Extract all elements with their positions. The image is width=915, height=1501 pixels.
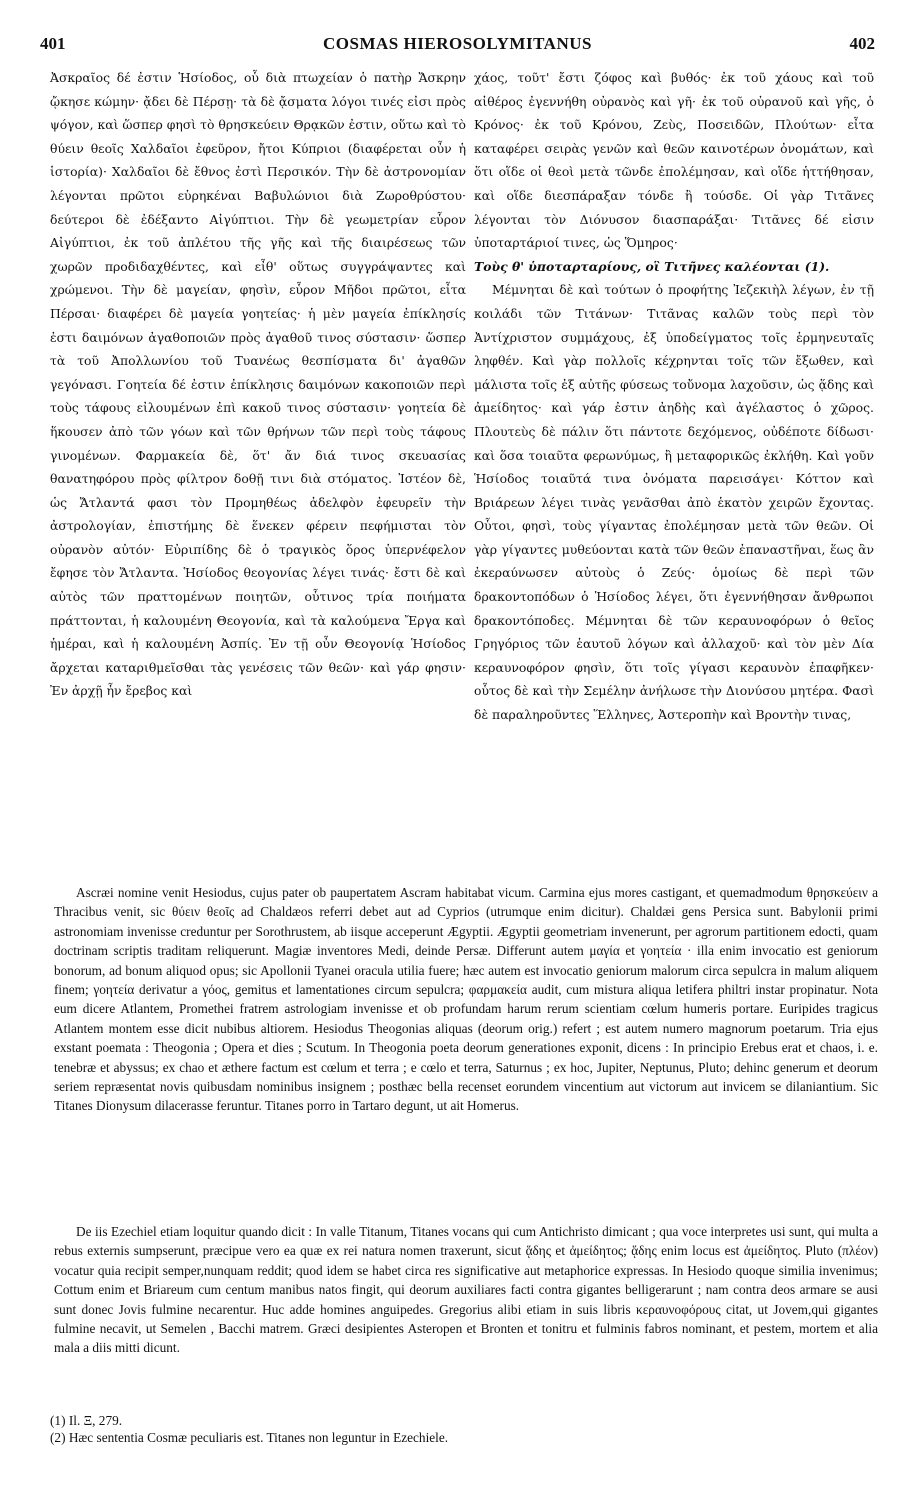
footnote-2: (2) Hæc sententia Cosmæ peculiaris est. Titanes non leguntur in Ezechiele.: [50, 1430, 449, 1445]
homer-verse-quote: Τοὺς θ' ὑποταρταρίους, οἳ Τιτῆνες καλέονται (1).: [474, 258, 830, 274]
latin-translation-block-2: [54, 1222, 878, 1358]
running-header: [40, 34, 875, 58]
page-number-right: 402: [849, 34, 875, 53]
greek-paragraph-ezechiel: Μέμνηται δὲ καὶ τούτων ὁ προφήτης Ἰεζεκιὴλ λέγων, ἐν τῇ κοιλάδι τῶν Τιτάνων· Τιτᾶνας καλῶν τοὺς περὶ τὸν Ἀντίχριστον συμμάχους, ἐξ ὑποδείγματος τοῖς ἑρμηνευταῖς ληφθέν. Καὶ γὰρ πολλοῖς κέχρηνται τοῖς τῶν ἔξωθεν, καὶ μάλιστα τοῖς ἐξ αὐτῆς φύσεως τοὔνομα λαχοῦσιν, ὡς ᾅδης καὶ ἀμείδητος· καὶ γάρ ἐστιν ἀηδὴς καὶ ἀγέλαστος ὁ χῶρος. Πλουτεὺς δὲ πάλιν ὅτι πάντοτε δεχόμενος, οὐδέποτε δίδωσι· καὶ ὅσα τοιαῦτα φερωνύμως, ἢ μεταφορικῶς ἐκλήθη. Καὶ γοῦν Ἡσίοδος τοιαῦτά τινα ὀνόματα παρεισάγει· Κόττον καὶ Βριάρεων λέγει τινὰς γενᾶσθαι ἀπὸ ἑκατὸν χειρῶν ἔχοντας. Οὗτοι, φησὶ, τοὺς γίγαντας ἐπολέμησαν μετὰ τῶν θεῶν. Οἱ γὰρ γίγαντες μυθεύονται κατὰ τῶν θεῶν ἐπαναστῆναι, ἕως ἂν ἐκεραύνωσεν αὐτοὺς ὁ Ζεύς· ὁμοίως δὲ περὶ τῶν δρακοντοπόδων ὁ Ἡσίοδος λέγει, ὅτι ἐγεννήθησαν ἄνθρωποι δρακοντόποδες. Μέμνηται δὲ τῶν κεραυνοφόρων ὁ θεῖος Γρηγόριος τῶν ἑαυτοῦ λόγων καὶ ἀλλαχοῦ· καὶ τὸν μὲν Δία κεραυνοφόρον φησὶν, ὅτι τοῖς γίγασι κεραυνὸν ἐπαφῆκεν· οὗτος δὲ καὶ τὴν Σεμέλην ἀνήλωσε τὴν Διονύσου μητέρα. Φασὶ δὲ παραληροῦντες Ἕλληνες, Ἀστεροπὴν καὶ Βροντὴν τινας,: [474, 282, 874, 723]
running-title: COSMAS HIEROSOLYMITANUS: [323, 34, 592, 53]
latin-paragraph-1: Ascræi nomine venit Hesiodus, cujus pater ob paupertatem Ascram habitabat vicum. Carmina ejus mores castigant, et quemadmodum θρησκεύειν a Thracibus venit, sic θύειν θεοῖς ad Chaldæos referri debet aut ad Cyprios (utrumque enim dicitur). Chaldæi gens Persica sunt. Babylonii primi astronomiam invenisse creduntur per Sorothrustem, ab iisque acceperunt Ægyptii. Ægyptii geometriam invenerunt, per agrorum partitionem edocti, quam doctrinam scriptis traditam reliquerunt. Magiæ inventores Medi, deinde Persæ. Differunt autem μαγία et γοητεία · illa enim invocatio est geniorum bonorum, ad bonum aliquod opus; sic Apollonii Tyanei oracula utilia fuere; hæc autem est invocatio geniorum malorum circa sepulcra in malum aliquem finem; γοητεία derivatur a γόος, gemitus et lamentationes circum sepulcra; φαρμακεία audit, cum mistura aliqua letifera philtri instar propinatur. Nota eum dicere Atlantem, Promethei fratrem astrologiam invenisse et ob profundam harum rerum scientiam cœlum humeris portare. Euripides tragicus Atlantem montem esse dicit nubibus altiorem. Hesiodus Theogonias aliquas (deorum orig.) refert ; est autem numero magnorum poetarum. Tria ejus exstant poemata : Theogonia ; Opera et dies ; Scutum. In Theogonia poeta deorum generationes exponit, dicens : In principio Erebus erat et chaos, i. e. tenebræ et abyssus; ex chao et æthere factum est cœlum et terra ; e cœlo et terra, Saturnus ; ex hoc, Jupiter, Neptunus, Pluto; dehinc generum et deorum seriem repræsentat novis quibusdam nominibus insignem ; posthæc bella recenset eorundem vincentium aut victorum aut invicem se dilaniantium. Sic Titanes Dionysum dilacerasse feruntur. Titanes porro in Tartaro degunt, ut ait Homerus.: [54, 885, 878, 1114]
page-number-left: 401: [40, 34, 66, 53]
footnotes: [50, 1412, 870, 1446]
greek-column-right: [474, 66, 874, 727]
greek-column-left: [50, 66, 466, 703]
latin-translation-block-1: [54, 883, 878, 1116]
greek-paragraph: Ἀσκραῖος δέ ἐστιν Ἡσίοδος, οὗ διὰ πτωχείαν ὁ πατὴρ Ἄσκρην ᾤκησε κώμην· ᾄδει δὲ Πέρσῃ· τὰ δὲ ᾄσματα λόγοι τινές εἰσι πρὸς ψόγον, καὶ ὥσπερ φησὶ τὸ θρησκεύειν Θρᾳκῶν ἐστιν, οὕτω καὶ τὸ θύειν θεοῖς Χαλδαῖοι ἐφεῦρον, ἤτοι Κύπριοι (διαφέρεται οὖν ἡ ἱστορία)· Χαλδαῖοι δὲ ἔθνος ἐστὶ Περσικόν. Τὴν δὲ ἀστρονομίαν λέγονται πρῶτοι εὑρηκέναι Βαβυλώνιοι διὰ Ζωροθρύστου· δεύτεροι δὲ ἐδέξαντο Αἰγύπτιοι. Τὴν δὲ γεωμετρίαν εὗρον Αἰγύπτιοι, ἐκ τοῦ ἀπλέτου τῆς γῆς καὶ τῆς διαιρέσεως τῶν χωρῶν προδιδαχθέντες, καὶ εἶθ' οὕτως συγγράψαντες καὶ χρώμενοι. Τὴν δὲ μαγείαν, φησὶν, εὗρον Μῆδοι πρῶτοι, εἶτα Πέρσαι· διαφέρει δὲ μαγεία γοητείας· ἡ μὲν μαγεία ἐπίκλησίς ἐστι δαιμόνων ἀγαθοποιῶν πρὸς ἀγαθοῦ τινος σύστασιν· ὥσπερ τὰ τοῦ Ἀπολλωνίου τοῦ Τυανέως θεσπίσματα δι' ἀγαθῶν γεγόνασι. Γοητεία δέ ἐστιν ἐπίκλησις δαιμόνων κακοποιῶν περὶ τοὺς τάφους εἰλουμένων ἐπὶ κακοῦ τινος σύστασιν· γοητεία δὲ ἥκουσεν ἀπὸ τῶν γόων καὶ τῶν θρήνων τῶν περὶ τοὺς τάφους γινομένων. Φαρμακεία δὲ, ὅτ' ἄν διά τινος σκευασίας θανατηφόρου πρὸς φίλτρον δοθῇ τινι διὰ στόματος. Ἰστέον δὲ, ὡς Ἄτλαντά φασι τὸν Προμηθέως ἀδελφὸν ἐφευρεῖν τὴν ἀστρολογίαν, ἐπιστήμης δὲ ἕνεκεν φέρειν πεφήμισται τὸν οὐρανὸν αὐτόν· Εὐριπίδης δὲ ὁ τραγικὸς ὅρος ὑπερνέφελον ἔφησε τὸν Ἄτλαντα. Ἡσίοδος θεογονίας λέγει τινάς· ἔστι δὲ καὶ αὐτὸς τῶν πραττομένων ποιητῶν, οὗτινος τρία ποιήματα πράττονται, ἡ καλουμένη Θεογονία, καὶ τὰ καλούμενα Ἔργα καὶ ἡμέραι, καὶ ἡ καλουμένη Ἀσπίς. Ἐν τῇ οὖν Θεογονίᾳ Ἡσίοδος ἄρχεται καταριθμεῖσθαι τὰς γενέσεις τῶν θεῶν· καὶ γάρ φησιν· Ἐν ἀρχῇ ἦν ἔρεβος καὶ: [50, 70, 466, 699]
latin-paragraph-2: De iis Ezechiel etiam loquitur quando dicit : In valle Titanum, Titanes vocans qui cum Antichristo dimicant ; qua voce interpretes usi sunt, qui multa a rebus externis sumpserunt, præcipue vero ea quæ ex rei natura nomen traxerunt, sicut ᾅδης et ἀμείδητος; ᾅδης enim locus est ἀμείδητος. Pluto (πλέον) vocatur quia recipit semper,nunquam reddit; quod idem se habet circa res significative aut metaphorice expressas. In Hesiodo quoque similia invenimus; Cottum enim et Briareum cum centum manibus natos fingit, qui deorum auxiliares facti contra gigantes belligerarunt ; nam contra deos armare se ausi sunt donec Jovis fulmine necarentur. Huc adde homines anguipedes. Gregorius alibi etiam in suis libris κεραυνοφόρους citat, ut Jovem,qui gigantes fulmine necavit, ut Semelen , Bacchi matrem. Græci desipientes Asteropen et Bronten et tonitru et fulminis fabros nominant, et pestem, mortem et alia mala a diis mitti dicunt.: [54, 1224, 878, 1356]
footnote-1: (1) Il. Ξ, 279.: [50, 1413, 123, 1428]
greek-paragraph-continued: χάος, τοῦτ' ἔστι ζόφος καὶ βυθός· ἐκ τοῦ χάους καὶ τοῦ αἰθέρος ἐγεννήθη οὐρανὸς καὶ γῆ· ἐκ τοῦ οὐρανοῦ καὶ γῆς, ὁ Κρόνος· ἐκ τοῦ Κρόνου, Ζεὺς, Ποσειδῶν, Πλούτων· εἶτα καταφέρει σειρὰς γενῶν καὶ θεῶν καινοτέρων ὀνομάτων, καὶ ὅτι οἵδε οἱ θεοὶ μετὰ τῶνδε ἐπολέμησαν, καὶ οἵδε ἡττήθησαν, καὶ οἵδε διεσπάραξαν τόνδε ἢ τούσδε. Οἱ γὰρ Τιτᾶνες λέγονται τὸν Διόνυσον διασπαράξαι· Τιτᾶνες δέ εἰσιν ὑποταρτάριοί τινες, ὡς Ὅμηρος·: [474, 70, 874, 251]
